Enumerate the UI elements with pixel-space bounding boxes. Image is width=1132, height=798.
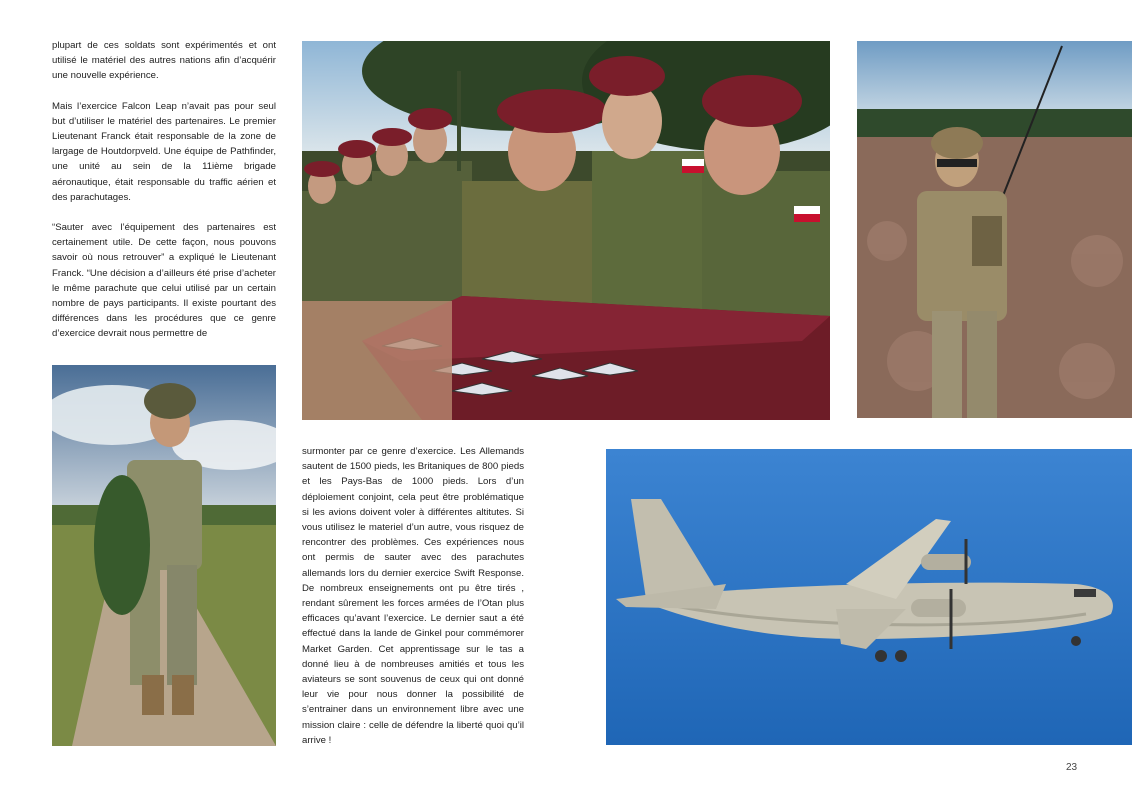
photo-walking-paratrooper	[52, 365, 276, 746]
article-paragraph: “Sauter avec l’équipement des partenaires est certainement utile. De cette façon, nous pouvons savoir où nous retrouver” a expliqué le Lieutenant Franck. “Une décision a d’ailleurs été prise d’acheter le même parachute que celui utilisé par un certain nombre de pays participants. Il existe pourtant des différences dans les procédures que ce genre d’exercice devrait nous permettre de	[52, 222, 276, 340]
article-column-1	[52, 38, 276, 357]
photo-c130-aircraft	[606, 449, 1132, 745]
article-column-2	[302, 444, 524, 763]
article-paragraph: plupart de ces soldats sont expérimentés et ont utilisé le matériel des autres nations afin d’acquérir une nouvelle expérience.	[52, 40, 276, 82]
article-paragraph: Mais l’exercice Falcon Leap n’avait pas pour seul but d’utiliser le matériel des partenaires. Le premier Lieutenant Franck était responsable de la zone de largage de Houtdorpveld. Une équipe de Pathfinder, une unité au sein de la 11ième brigade aéronautique, était responsable du traffic aérien et des parachutages.	[52, 100, 276, 203]
article-paragraph: surmonter par ce genre d’exercice. Les Allemands sautent de 1500 pieds, les Britaniques de 800 pieds et les Pays-Bas de 1000 pieds. Lors d’un déploiement conjoint, cela peut être problématique si les avions doivent voler à différentes altitutes. Si vous utilisez le materiel d’un autre, vous risquez de rencontrer des problèmes. Ces expériences nous ont permis de sauter avec des parachutes allemands lors du dernier exercice Swift Response. De nombreux enseignements ont pu être tirés , rendant sûrement les forces armées de l’Otan plus efficaces qu’avant l’exercice. Le dernier saut a été effectué dans la lande de Ginkel pour commémorer Market Garden. Cet apprentissage sur le tas a donné lieu à de nombreuses amitiés et tous les aviateurs se sont souvenus de ceux qui ont donné leur vie pour nous donner la possibilité de s’entrainer dans un environnement libre avec une mission claire : celle de défendre la liberté quoi qu’il arrive !	[302, 446, 524, 746]
photo-wings-ceremony	[302, 41, 830, 420]
photo-radio-operator	[857, 41, 1132, 418]
page-number: 23	[1066, 762, 1078, 773]
